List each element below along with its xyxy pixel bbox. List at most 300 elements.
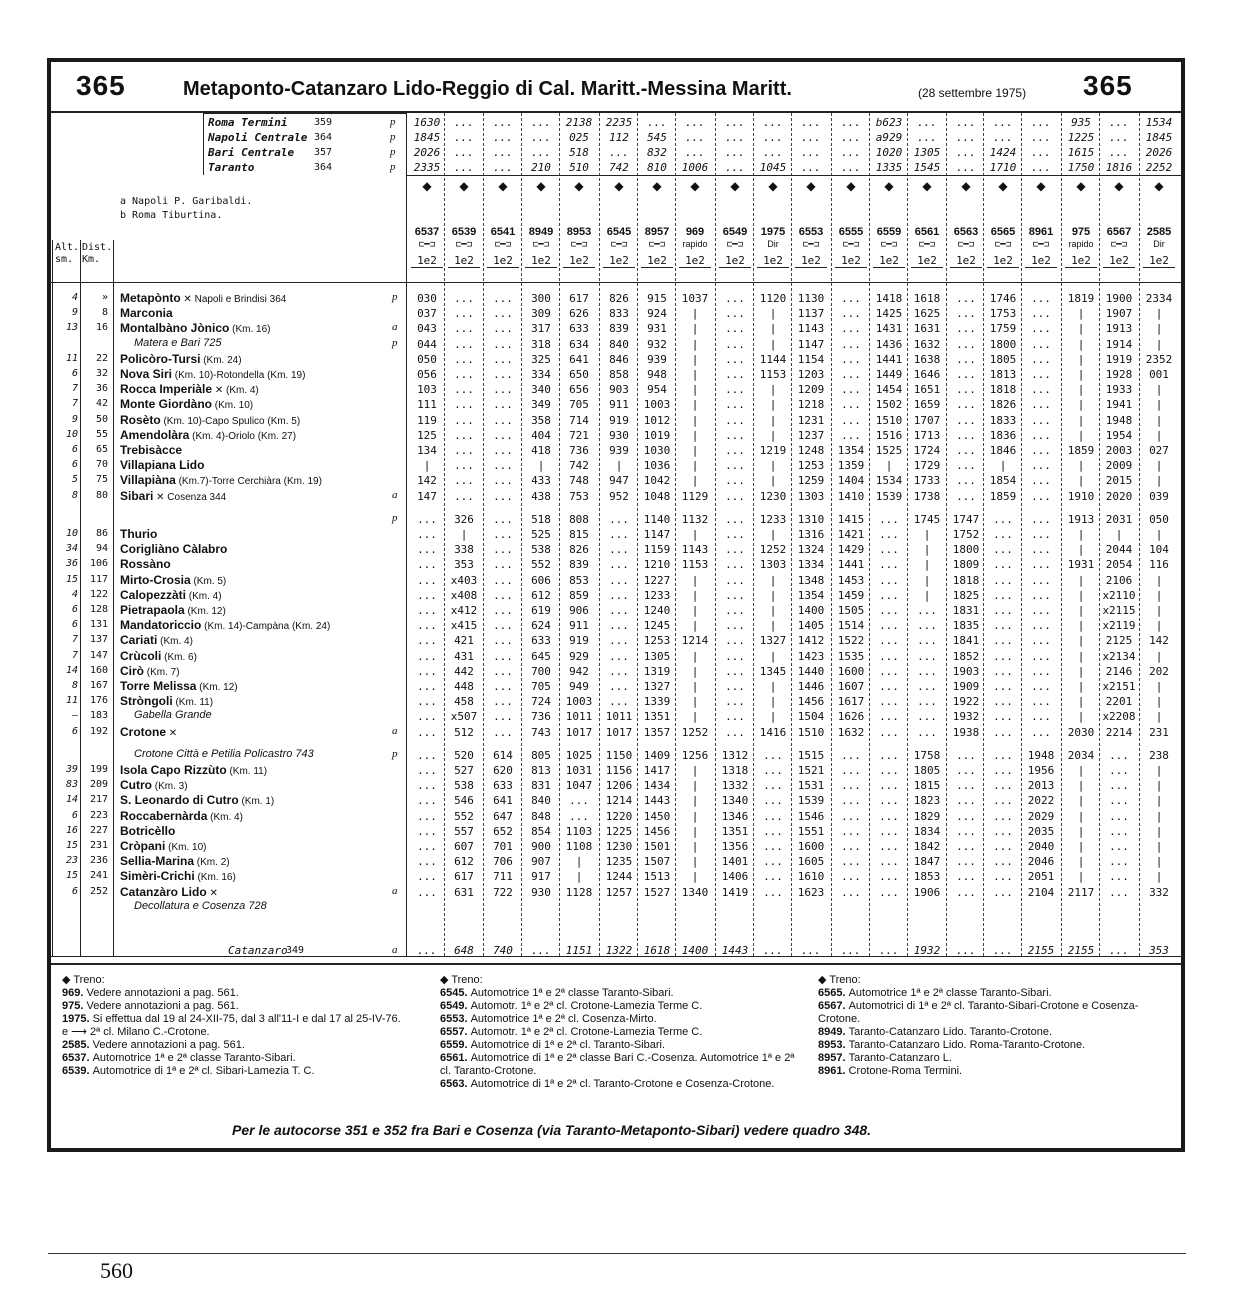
time-cell: 1252 [759,543,787,557]
time-cell: 641 [493,794,513,808]
railcar-icon: ⊏━⊐ [726,240,744,250]
time-cell: 111 [417,398,437,412]
time-cell: x412 [450,604,478,617]
time-cell: ... [493,489,513,503]
time-cell: 839 [569,558,589,572]
time-cell: 104 [1149,543,1169,557]
station-name: Monte Giordàno (Km. 10) [120,397,254,412]
station-name: Crùcoli (Km. 6) [120,648,197,663]
station-note: ✕ Cosenza 344 [153,491,227,503]
catanzaro-time: 2155 [1067,944,1095,957]
train-number: 6563 [953,226,979,238]
time-cell: ... [993,573,1013,587]
note-train-number: 8957. [818,1052,849,1064]
time-cell: 334 [531,368,551,381]
time-cell: 442 [454,664,474,678]
time-cell: ... [725,710,745,724]
time-cell: | [1077,398,1085,412]
time-cell: ... [879,725,899,739]
time-cell: 557 [454,824,474,838]
train-number: 2585 [1146,226,1172,238]
time-cell: ... [1109,824,1129,838]
time-cell: 1150 [605,748,633,762]
time-cell: 1501 [643,840,671,853]
time-cell: 1510 [875,413,903,427]
time-cell: 1956 [1027,764,1055,777]
time-cell: 1449 [875,368,903,381]
time-cell: ... [879,855,899,869]
time-cell: | [1077,337,1085,351]
station-note: ✕ (Km. 4) [212,385,259,397]
time-cell: ... [956,459,976,473]
time-cell: ... [993,748,1013,762]
time-cell: ... [841,855,861,869]
time-cell: 1805 [913,764,941,777]
railcar-icon: ⊏━⊐ [610,240,628,250]
time-cell: 919 [569,634,589,648]
connection-time: 025 [569,131,589,144]
note-entry [440,1052,800,1078]
notes-title: ◆ Treno: [818,974,861,986]
dist-header: Dist. Km. [82,242,113,265]
connection-time: ... [956,161,976,174]
time-cell: 418 [531,444,551,457]
time-cell: ... [725,368,745,381]
time-cell: 840 [531,794,551,808]
station-note: (Km. 4) [207,811,243,823]
station-note: (Km. 12) [184,606,226,617]
time-cell: 930 [531,885,551,899]
time-cell: 1310 [797,512,825,526]
time-cell: 1214 [681,634,709,648]
time-cell: 1450 [643,809,671,823]
train-class: 1e2 [1065,254,1097,268]
time-cell: | [691,444,699,457]
time-cell: | [1077,855,1085,869]
time-cell: ... [725,558,745,572]
connection-time: 1006 [681,161,709,174]
time-cell: ... [417,779,437,793]
time-cell: ... [956,337,976,351]
time-cell: 1011 [565,710,593,724]
time-cell: | [1077,413,1085,427]
time-cell: 1340 [681,885,709,899]
time-cell: 1210 [643,558,671,572]
time-cell: 1318 [721,764,749,777]
connection-time: ... [1031,161,1051,174]
time-cell: ... [493,634,513,648]
arrival-departure-mark: p [392,291,398,303]
station-name: Rossàno [120,557,171,572]
connection-time: 1630 [413,116,441,129]
station-name: Montalbàno Jònico (Km. 16) [120,321,271,336]
time-cell: ... [493,619,513,633]
table-number-left: 365 [76,70,126,101]
connection-time: ... [725,131,745,144]
time-cell: 1240 [643,604,671,617]
station-altitude: 23 [65,855,78,867]
train-diamond-icon: ◆ [1076,179,1086,193]
time-cell: | [691,649,699,663]
time-cell: | [423,459,431,473]
time-cell: 1738 [913,489,941,503]
station-note: ✕ [206,887,218,899]
station-name: Torre Melissa (Km. 12) [120,679,238,693]
time-cell: 858 [609,368,629,381]
time-cell: x403 [450,573,478,587]
time-cell: 1600 [797,840,825,853]
time-cell: 1401 [721,855,749,869]
time-cell: x507 [450,710,478,724]
time-cell: 1906 [913,885,941,899]
station-name: Sellia-Marina (Km. 2) [120,854,230,869]
time-cell: ... [725,649,745,663]
time-cell: 1805 [989,352,1017,366]
time-cell: ... [879,588,899,602]
time-cell: | [769,695,777,709]
time-cell: ... [417,794,437,808]
time-cell: 2334 [1145,292,1173,305]
connection-time: ... [801,131,821,144]
time-cell: 1421 [837,528,865,541]
connection-time: ... [801,161,821,174]
station-km: 160 [89,664,108,676]
time-cell: ... [956,794,976,808]
time-cell: | [1077,307,1085,321]
time-cell: ... [956,444,976,457]
connection-time: 1305 [913,146,941,159]
time-cell: 624 [531,619,551,633]
time-cell: ... [493,604,513,617]
time-cell: ... [917,634,937,648]
connection-time: 1020 [875,146,903,159]
connection-time: b623 [875,116,903,129]
note-text: Vedere annotazioni a pag. 561. [86,1000,239,1012]
train-class: 1e2 [411,254,443,268]
connection-time: ... [454,146,474,159]
time-cell: ... [879,764,899,777]
time-cell: ... [1031,710,1051,724]
station-altitude: 7 [71,634,78,646]
time-cell: ... [417,725,437,739]
time-cell: ... [493,512,513,526]
legend-note: a Napoli P. Garibaldi. [120,196,253,207]
time-cell: ... [417,680,437,693]
train-class: 1e2 [603,254,635,268]
railcar-icon: ⊏━⊐ [957,240,975,250]
time-cell: 1919 [1105,352,1133,366]
time-cell: 1153 [759,368,787,381]
time-cell: 147 [417,489,437,503]
time-cell: ... [569,809,589,823]
station-km: 199 [89,764,108,775]
time-cell: 839 [609,322,629,336]
time-cell: 1257 [605,885,633,899]
time-cell: 1153 [681,558,709,572]
connection-time: ... [685,131,705,144]
time-cell: 056 [417,368,437,381]
station-altitude: 8 [71,489,78,501]
time-cell: 2013 [1027,779,1055,793]
time-cell: 650 [569,368,589,381]
time-cell: ... [763,779,783,793]
time-cell: ... [417,748,437,762]
time-cell: 1922 [952,695,980,709]
time-cell: ... [493,444,513,457]
station-note: (Km. 16) [194,872,236,884]
time-cell: 924 [647,307,667,321]
time-cell: 116 [1149,558,1169,572]
time-cell: ... [956,870,976,884]
connection-time: ... [725,161,745,174]
connection-time: 1615 [1067,146,1095,159]
time-cell: | [691,870,699,884]
time-cell: | [1155,588,1163,602]
time-cell: ... [1031,634,1051,648]
time-cell: ... [879,824,899,838]
connection-time: ... [993,131,1013,144]
time-cell: 815 [569,528,589,541]
time-cell: 1800 [952,543,980,557]
train-number: 6559 [876,226,902,238]
time-cell: | [885,459,893,473]
railcar-icon: ⊏━⊐ [918,240,936,250]
connection-time: a929 [875,131,903,144]
time-cell: ... [956,474,976,488]
note-train-number: 6563. [440,1078,471,1090]
connection-time: ... [531,131,551,144]
time-cell: 039 [1149,489,1169,503]
time-cell: ... [1031,604,1051,617]
station-note: (Km. 4)-Oriolo (Km. 27) [189,430,297,442]
time-cell: 1417 [643,764,671,777]
time-cell: 1137 [797,307,825,321]
catanzaro-time: ... [841,944,861,957]
time-cell: 050 [417,352,437,366]
time-cell: 2020 [1105,489,1133,503]
time-cell: 1815 [913,779,941,793]
time-cell: 1507 [643,855,671,869]
time-cell: ... [1031,558,1051,572]
time-cell: 1938 [952,725,980,739]
train-type: Dir [1153,239,1165,249]
time-cell: | [1077,383,1085,397]
time-cell: ... [609,664,629,678]
connection-name: Roma Termini [208,116,288,129]
time-cell: 2044 [1105,543,1133,557]
time-cell: 2051 [1027,870,1055,884]
time-cell: x2151 [1102,680,1136,693]
time-cell: x408 [450,588,478,602]
connection-time: ... [917,131,937,144]
time-cell: 538 [454,779,474,793]
time-cell: ... [493,413,513,427]
time-cell: 911 [569,619,589,633]
time-cell: | [537,459,545,473]
note-train-number: 6539. [62,1065,93,1077]
time-cell: 954 [647,383,667,397]
time-cell: 932 [647,337,667,351]
time-cell: 1230 [605,840,633,853]
connection-time: ... [685,116,705,129]
time-cell: 438 [531,489,551,503]
time-cell: ... [841,764,861,777]
station-km: 252 [89,885,108,897]
time-cell: ... [1109,885,1129,899]
time-cell: ... [493,528,513,541]
time-cell: ... [917,604,937,617]
time-cell: 142 [1149,634,1169,648]
time-cell: ... [841,383,861,397]
time-cell: 1143 [797,322,825,336]
station-name: Cariati (Km. 4) [120,633,193,648]
station-km: 70 [95,459,108,471]
railcar-icon: ⊏━⊐ [532,240,550,250]
catanzaro-time: 1443 [721,944,749,957]
time-cell: | [1155,604,1163,617]
station-altitude: 83 [65,779,78,791]
station-km: 22 [95,352,108,364]
time-cell: | [1077,459,1085,473]
time-cell: 1017 [605,725,633,739]
connection-time: 1424 [989,146,1017,159]
train-class: 1e2 [641,254,673,268]
connection-time: ... [1031,146,1051,159]
station-note: (Km. 10) [212,400,254,412]
time-cell: ... [725,725,745,739]
time-cell: 1415 [837,512,865,526]
station-note: ✕ [166,727,178,739]
connection-time: ... [725,146,745,159]
time-cell: ... [493,307,513,321]
time-cell: ... [493,588,513,602]
railcar-icon: ⊏━⊐ [455,240,473,250]
connection-time: ... [763,131,783,144]
time-cell: | [923,558,931,572]
time-cell: 1931 [1067,558,1095,572]
time-cell: 947 [609,474,629,488]
time-cell: ... [879,794,899,808]
train-class: 1e2 [873,254,905,268]
time-cell: 1638 [913,352,941,366]
station-altitude: 6 [71,604,78,615]
station-altitude: 4 [71,588,78,600]
time-cell: 1206 [605,779,633,793]
time-cell: ... [956,809,976,823]
station-altitude: 6 [71,809,78,821]
time-cell: 1036 [643,459,671,473]
connection-time: 545 [647,131,667,144]
time-cell: 1011 [605,710,633,724]
time-cell: | [1077,322,1085,336]
time-cell: | [1155,764,1163,777]
time-cell: ... [1031,398,1051,412]
station-name: Cutro (Km. 3) [120,778,188,793]
catanzaro-name: Catanzaro [228,944,288,957]
time-cell: 325 [531,352,551,366]
time-cell: | [769,398,777,412]
train-class: 1e2 [1143,254,1175,268]
time-cell: 813 [531,764,551,777]
time-cell: ... [841,748,861,762]
station-altitude: 39 [65,764,78,775]
note-text: Crotone-Roma Termini. [848,1065,963,1077]
time-cell: | [691,588,699,602]
time-cell: 512 [454,725,474,739]
time-cell: | [1077,794,1085,808]
station-note: (Km. 1) [238,796,275,808]
time-cell: 1319 [643,664,671,678]
time-cell: ... [609,573,629,587]
time-cell: 1948 [1027,748,1055,762]
time-cell: 939 [609,444,629,457]
railcar-icon: ⊏━⊐ [494,240,512,250]
note-train-number: 8953. [818,1039,849,1051]
time-cell: ... [725,292,745,305]
station-note: (Km. 14)-Campàna (Km. 24) [201,621,331,633]
train-class: 1e2 [563,254,595,268]
train-number: 1975 [760,226,786,238]
time-cell: ... [417,588,437,602]
station-km: 183 [89,710,108,722]
time-cell: ... [417,764,437,777]
time-cell: 1551 [797,824,825,838]
time-cell: ... [956,428,976,442]
station-altitude: 36 [65,558,78,570]
time-cell: 1531 [797,779,825,793]
time-cell: | [1077,695,1085,709]
time-cell: ... [417,870,437,884]
time-cell: | [1155,383,1163,397]
time-cell: 942 [569,664,589,678]
time-cell: 1434 [643,779,671,793]
time-cell: 1913 [1067,512,1095,526]
time-cell: | [1077,779,1085,793]
note-train-number: 6545. [440,987,471,999]
time-cell: 1143 [681,543,709,557]
time-cell: ... [417,809,437,823]
train-diamond-icon: ◆ [652,179,662,193]
train-number: 6561 [914,226,940,238]
station-name: Rocca Imperiàle ✕ (Km. 4) [120,382,259,397]
station-km: 86 [95,528,108,539]
time-cell: 300 [531,292,551,305]
notes-column-3 [818,974,1173,1078]
time-cell: 701 [493,840,513,853]
railcar-icon: ⊏━⊐ [1110,240,1128,250]
station-altitude: 6 [71,444,78,455]
time-cell: 520 [454,748,474,762]
train-diamond-icon: ◆ [536,179,546,193]
time-cell: 846 [609,352,629,366]
time-cell: 619 [531,604,551,617]
time-cell: 2117 [1067,885,1095,899]
time-cell: ... [841,885,861,899]
time-cell: 1632 [837,725,865,739]
time-cell: 1440 [797,664,825,678]
time-cell: 1607 [837,680,865,693]
time-cell: ... [879,885,899,899]
time-cell: 1724 [913,444,941,457]
time-cell: 906 [569,604,589,617]
time-cell: ... [454,459,474,473]
time-cell: 948 [647,368,667,381]
station-altitude: 6 [71,619,78,631]
notes-top-rule [51,963,1182,965]
time-cell: 1159 [643,543,671,557]
note-entry [818,987,1173,1000]
time-cell: | [575,855,583,869]
